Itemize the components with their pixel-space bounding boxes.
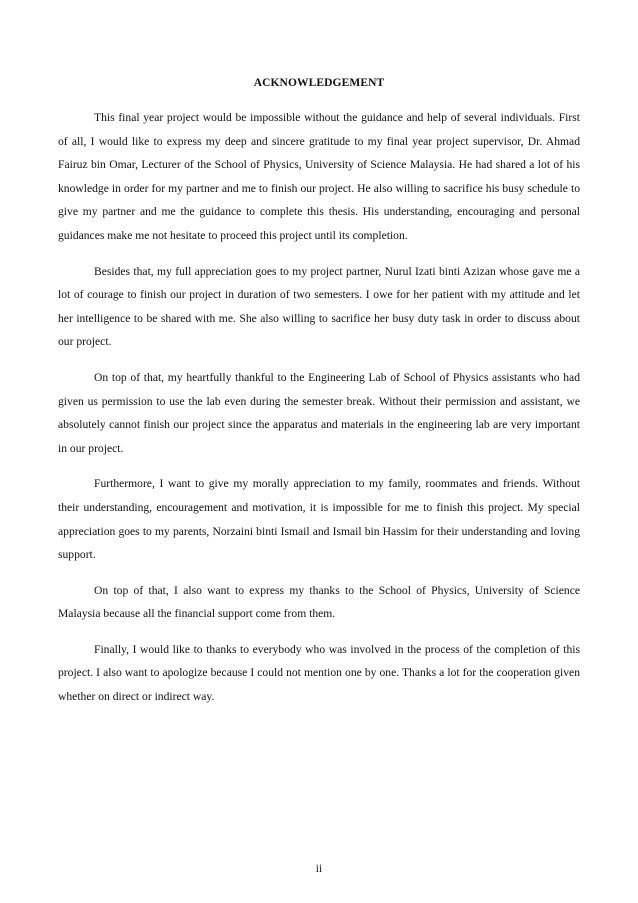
paragraph-financial-support: On top of that, I also want to express my thanks to the School of Physics, University of Science Malaysia because all the financial support come from them. [58, 583, 580, 621]
paragraph-supervisor: This final year project would be impossible without the guidance and help of several individuals. First of all, I would like to express my deep and sincere gratitude to my final year project supervisor, Dr. Ahmad Fairuz bin Omar, Lecturer of the School of Physics, University of Science Malaysia. He had shared a lot of his knowledge in order for my partner and me to finish our project. He also willing to sacrifice his busy schedule to give my partner and me the guidance to complete this thesis. His understanding, encouraging and personal guidances make me not hesitate to proceed this project until its completion. [58, 111, 580, 242]
paragraph-lab-assistants: On top of that, my heartfully thankful to the Engineering Lab of School of Physics assistants who had given us permission to use the lab even during the semester break. Without their permission and assistant, we absolutely cannot finish our project since the apparatus and materials in the engineering lab are very important in our project. [58, 370, 580, 455]
acknowledgement-body [58, 106, 580, 721]
document-page [58, 0, 580, 903]
paragraph-partner: Besides that, my full appreciation goes to my project partner, Nurul Izati binti Azizan whose gave me a lot of courage to finish our project in duration of two semesters. I owe for her patient with my attitude and let her intelligence to be shared with me. She also willing to sacrifice her busy duty task in order to discuss about our project. [58, 264, 580, 349]
page-number: ii [315, 863, 323, 875]
paragraph-family: Furthermore, I want to give my morally appreciation to my family, roommates and friends. Without their understanding, encouragement and motivation, it is impossible for me to finish this project. My special appreciation goes to my parents, Norzaini binti Ismail and Ismail bin Hassim for their understanding and loving support. [58, 477, 580, 562]
paragraph-closing: Finally, I would like to thanks to everybody who was involved in the process of the completion of this project. I also want to apologize because I could not mention one by one. Thanks a lot for the cooperation given whether on direct or indirect way. [58, 642, 580, 704]
page-title: ACKNOWLEDGEMENT [253, 77, 385, 89]
